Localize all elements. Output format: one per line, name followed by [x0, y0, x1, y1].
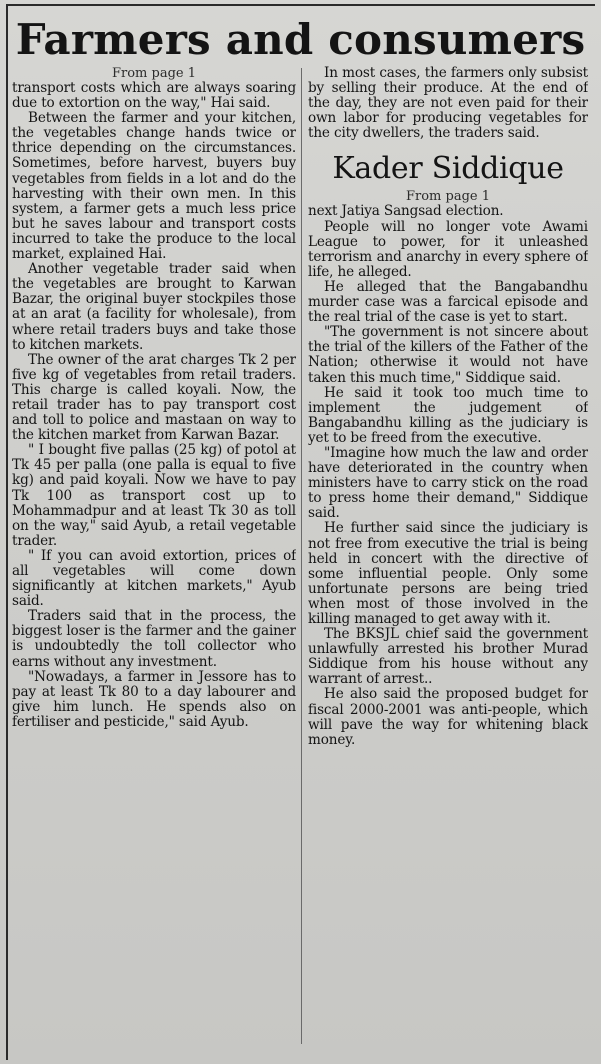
right-column [308, 66, 588, 1056]
article-paragraph: He further said since the judiciary is not free from executive the trial is being held in concert with the directive of some influential people. Only some unfortunate persons are being tried when most of those involved in the killing managed to get away with it. [308, 520, 588, 627]
column-divider [301, 68, 302, 1044]
article-paragraph: Another vegetable trader said when the vegetables are brought to Karwan Bazar, the original buyer stockpiles those at an arat (a facility for wholesale), from where retail traders buys and take those to kitchen markets. [12, 261, 296, 353]
headline: Farmers and consumers [15, 15, 586, 64]
jump-line-left: From page 1 [111, 66, 196, 81]
article-paragraph: The owner of the arat charges Tk 2 per five kg of vegetables from retail traders. This charge is called koyali. Now, the retail trader has to pay transport cost and toll to police and mastaan on way to the kitchen market from Karwan Bazar. [12, 351, 296, 444]
article-paragraph: In most cases, the farmers only subsist by selling their produce. At the end of the day, they are not even paid for their own labor for producing vegetables for the city dwellers, the traders said. [308, 66, 588, 142]
article-paragraph: He also said the proposed budget for fiscal 2000-2001 was anti-people, which will pave the way for whitening black money. [308, 686, 588, 748]
article-paragraph: People will no longer vote Awami League to power, for it unleashed terrorism and anarchy in every sphere of life, he alleged. [308, 218, 588, 280]
article-paragraph: He alleged that the Bangabandhu murder case was a farcical episode and the real trial of the case is yet to start. [308, 278, 588, 326]
article-paragraph: " If you can avoid extortion, prices of all vegetables will come down significantly at kitchen markets," Ayub said. [12, 547, 296, 610]
article-paragraph: next Jatiya Sangsad election. [308, 203, 504, 220]
article-paragraph: Traders said that in the process, the biggest loser is the farmer and the gainer is undoubtedly the toll collector who earns without any investment. [12, 608, 296, 670]
article-paragraph: "Nowadays, a farmer in Jessore has to pay at least Tk 80 to a day labourer and give him lunch. He spends also on fertiliser and pesticide," said Ayub. [12, 668, 296, 730]
article-paragraph: transport costs which are always soaring due to extortion on the way," Hai said. [12, 80, 296, 112]
top-rule [6, 4, 595, 6]
article-paragraph: " I bought five pallas (25 kg) of potol at Tk 45 per palla (one palla is equal to five kg) and paid koyali. Now we have to pay Tk 100 as transport cost up to Mohammadpur and at least Tk 30 as toll on the way," said Ayub, a retail vegetable trader. [12, 442, 296, 549]
jump-line-right: From page 1 [405, 189, 490, 205]
article-paragraph: "The government is not sincere about the trial of the killers of the Father of the Nation; otherwise it would not have taken this much time," Siddique said. [308, 324, 588, 386]
article-paragraph: He said it took too much time to implement the judgement of Bangabandhu killing as the judiciary is yet to be freed from the executive. [308, 384, 588, 446]
left-column [12, 66, 296, 1056]
article-paragraph: "Imagine how much the law and order have deteriorated in the country when ministers have to carry stick on the road to press home their demand," Siddique said. [308, 444, 588, 522]
left-rule [6, 4, 8, 1060]
article-paragraph: Between the farmer and your kitchen, the vegetables change hands twice or thrice depending on the circumstances. Sometimes, before harvest, buyers buy vegetables from fields in a lot and do the harvesting with their own men. In this system, a farmer gets a much less price but he saves labour and transport costs incurred to take the produce to the local market, explained Hai. [12, 110, 296, 263]
subhead-kader-siddique: Kader Siddique [332, 151, 564, 187]
article-paragraph: The BKSJL chief said the government unlawfully arrested his brother Murad Siddique from his house without any warrant of arrest.. [308, 626, 588, 688]
